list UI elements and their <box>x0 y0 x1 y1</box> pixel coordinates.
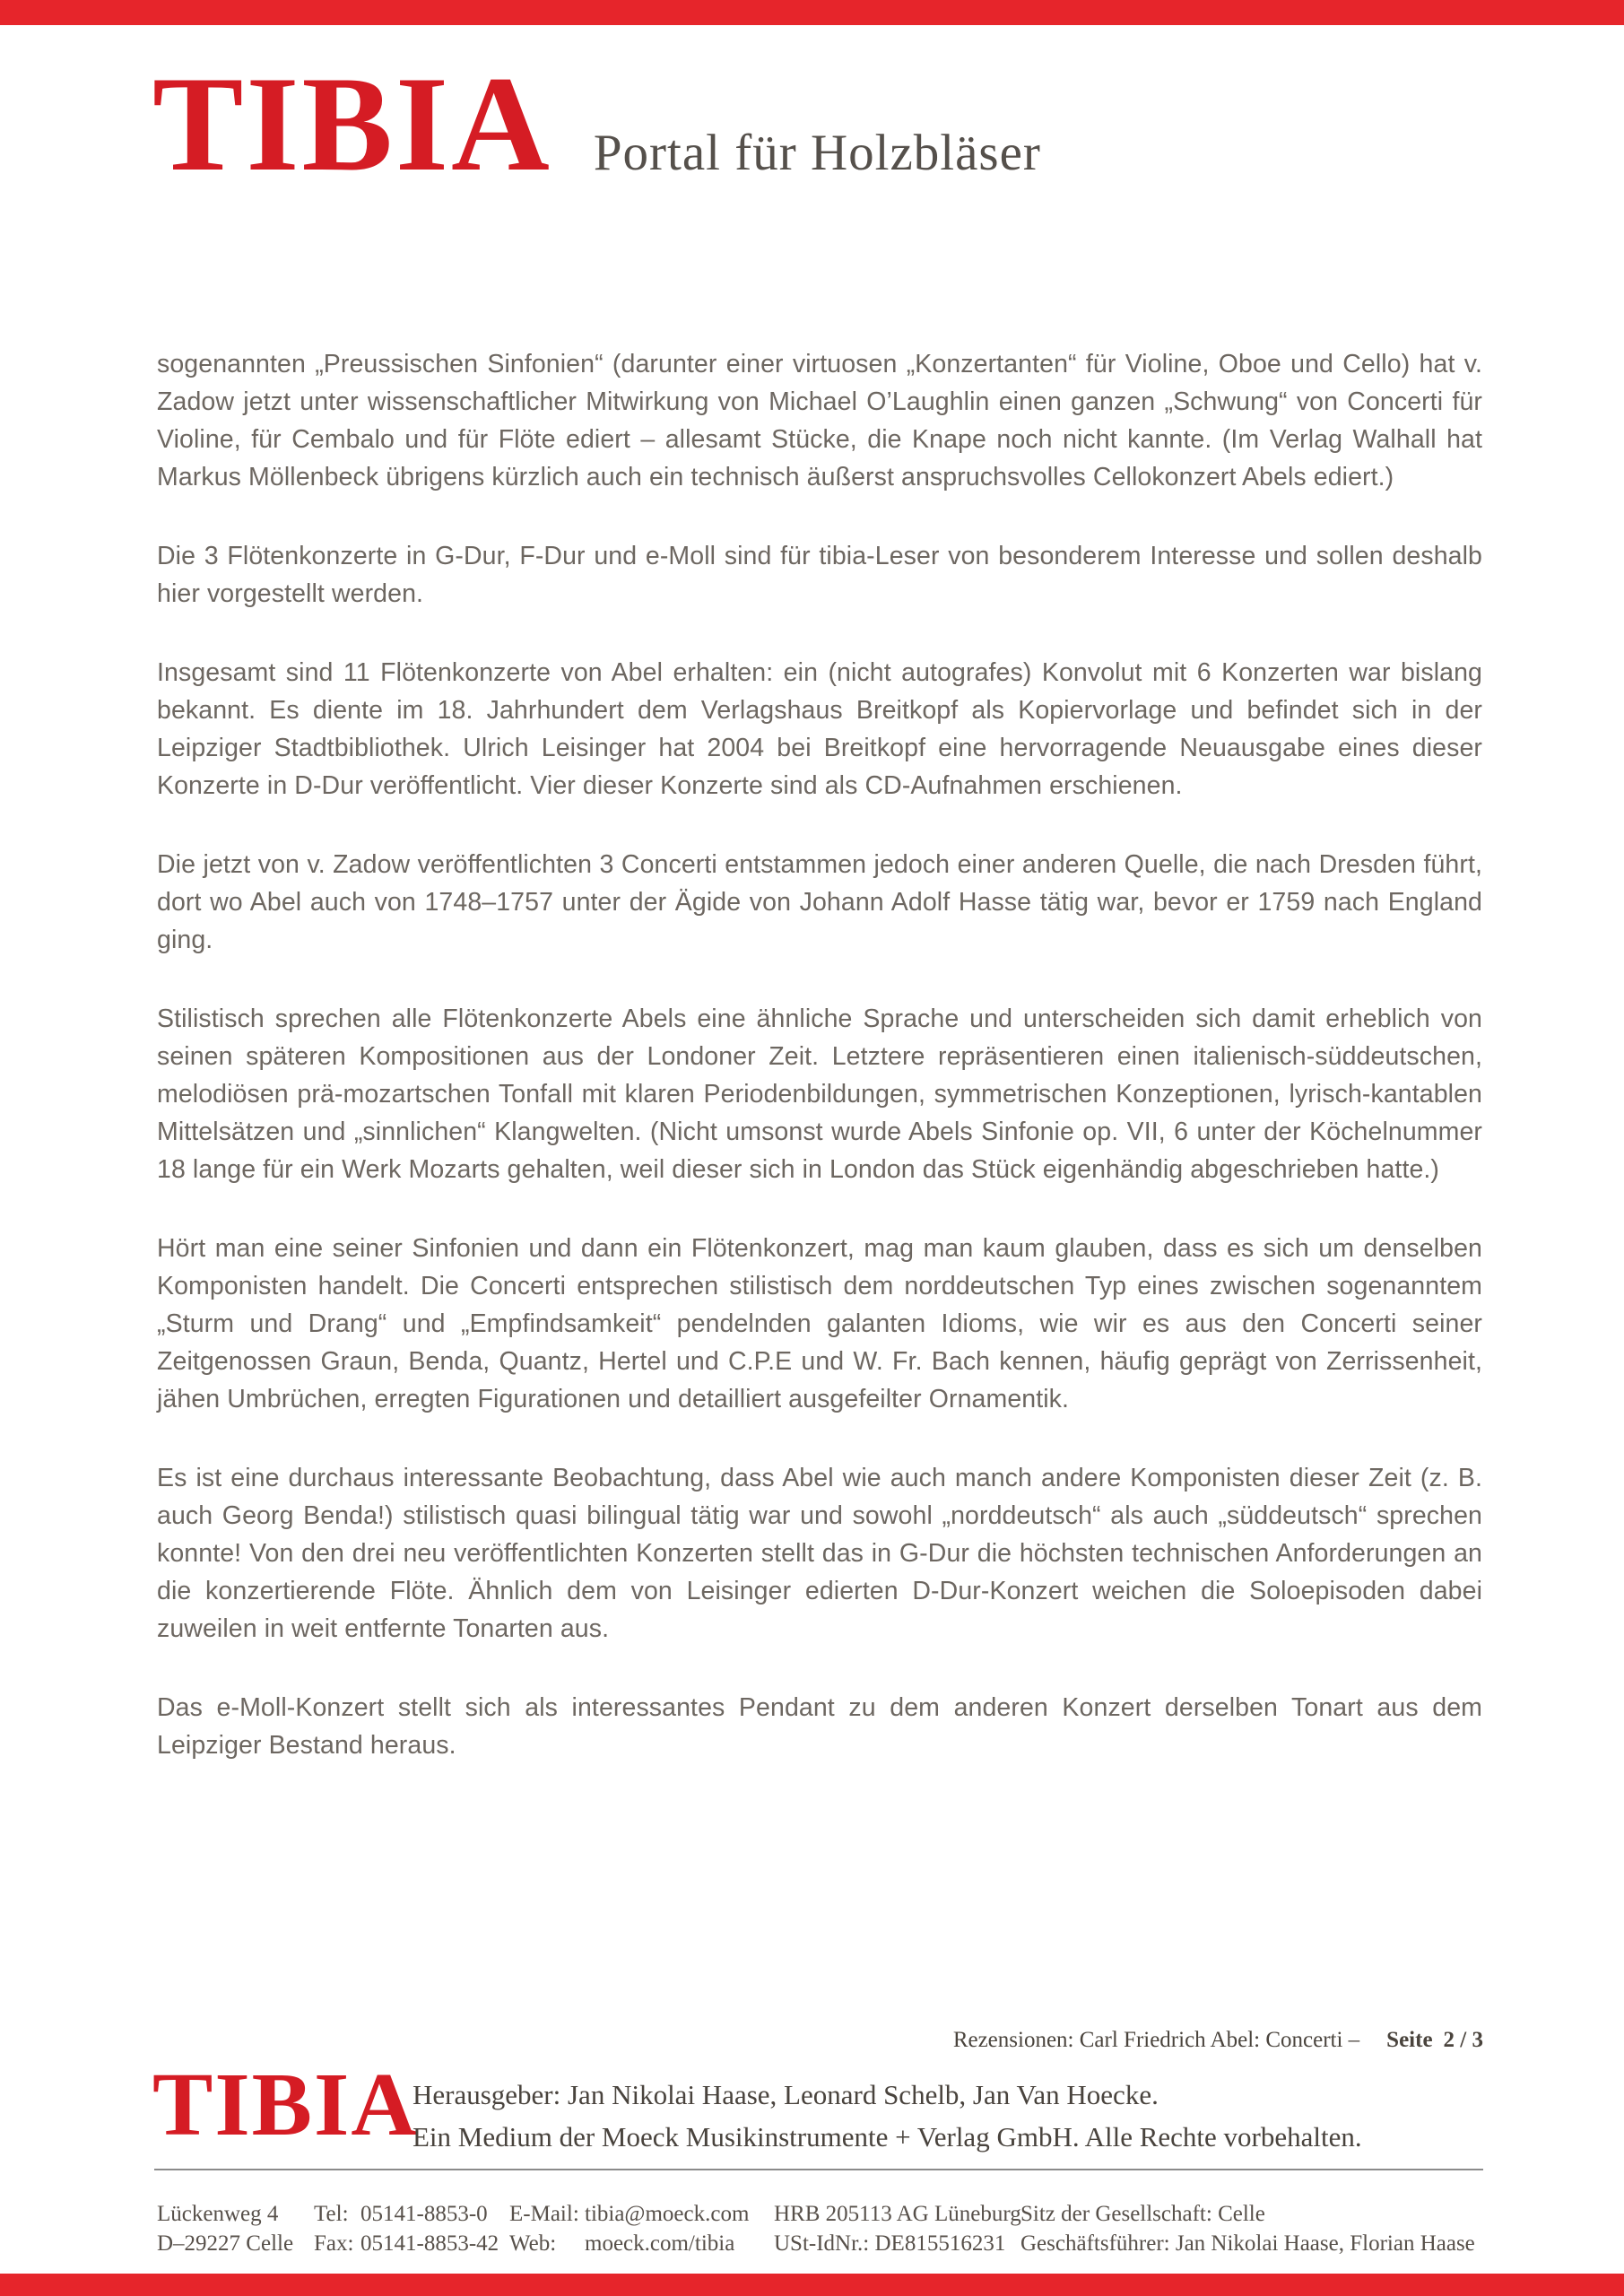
page-number: 2 / 3 <box>1443 2028 1483 2052</box>
review-title: Rezensionen: Carl Friedrich Abel: Concerti – <box>952 2028 1360 2052</box>
contact-company <box>1020 2199 1475 2258</box>
paragraph: Das e-Moll-Konzert stellt sich als interessantes Pendant zu dem anderen Konzert derselben Tonart aus dem Leipziger Bestand heraus. <box>157 1693 1482 1760</box>
email-address: tibia@moeck.com <box>585 2202 750 2226</box>
running-footer-title <box>953 2027 1483 2054</box>
footer-divider <box>154 2169 1483 2170</box>
contact-phone <box>314 2199 509 2258</box>
contact-address <box>157 2199 314 2258</box>
web-address: moeck.com/tibia <box>585 2231 735 2256</box>
web-label: Web: <box>509 2231 557 2256</box>
paragraph: Es ist eine durchaus interessante Beobachtung, dass Abel wie auch manch andere Komponisten dieser Zeit (z. B. auch Georg Benda!) stilistisch quasi bilingual tätig war und sowohl „norddeutsch“ als auch „süddeutsch“ sprechen konnte! Von den drei neu veröffentlichten Konzerten stellt das in G-Dur die höchsten technischen Anforderungen an die konzertierende Flöte. Ähnlich dem von Leisinger edierten D-Dur-Konzert weichen die Soloepisoden dabei zuweilen in weit entfernte Tonarten aus. <box>157 1464 1482 1643</box>
contact-footer <box>157 2199 1486 2258</box>
paragraph: Die jetzt von v. Zadow veröffentlichten 3 Concerti entstammen jedoch einer anderen Quelle, die nach Dresden führt, dort wo Abel auch von 1748–1757 unter der Ägide von Johann Adolf Hasse tätig war, bevor er 1759 nach England ging. <box>157 850 1482 954</box>
page-header <box>152 48 1041 199</box>
tel-label: Tel: <box>314 2202 349 2226</box>
page-label: Seite <box>1386 2028 1433 2052</box>
company-seat: Sitz der Gesellschaft: Celle <box>1020 2202 1265 2226</box>
email-label: E-Mail: <box>509 2202 579 2226</box>
contact-registry <box>774 2199 1020 2258</box>
paragraph: Stilistisch sprechen alle Flötenkonzerte Abels eine ähnliche Sprache und unterscheiden sich damit erheblich von seinen späteren Kompositionen aus der Londoner Zeit. Letztere repräsentieren einen italienisch-süddeutschen, melodiösen prä-mozartschen Tonfall mit klaren Periodenbildungen, symmetrischen Konzeptionen, lyrisch-kantablen Mittelsätzen und „sinnlichen“ Klangwelten. (Nicht umsonst wurde Abels Sinfonie op. VII, 6 unter der Köchelnummer 18 lange für ein Werk Mozarts gehalten, weil dieser sich in London das Stück eigenhändig abgeschrieben hatte.) <box>157 1004 1482 1184</box>
managing-directors: Geschäftsführer: Jan Nikolai Haase, Florian Haase <box>1020 2231 1475 2256</box>
logo-tagline: Portal für Holzbläser <box>593 125 1041 181</box>
publisher-line: Herausgeber: Jan Nikolai Haase, Leonard Schelb, Jan Van Hoecke. <box>413 2079 1159 2110</box>
tel-number: 05141-8853-0 <box>360 2202 488 2226</box>
fax-label: Fax: <box>314 2231 354 2256</box>
article-body <box>157 345 1482 1764</box>
paragraph: sogenannten „Preussischen Sinfonien“ (darunter einer virtuosen „Konzertanten“ für Violine, Oboe und Cello) hat v. Zadow jetzt unter wissenschaftlicher Mitwirkung von Michael O’Laughlin einen ganzen „Schwung“ von Concerti für Violine, für Cembalo und für Flöte ediert – allesamt Stücke, die Knape noch nicht kannte. (Im Verlag Walhall hat Markus Möllenbeck übrigens kürzlich auch ein technisch äußerst anspruchsvolles Cellokonzert Abels ediert.) <box>157 350 1482 491</box>
paragraph: Hört man eine seiner Sinfonien und dann ein Flötenkonzert, mag man kaum glauben, dass es sich um denselben Komponisten handelt. Die Concerti entsprechen stilistisch dem norddeutschen Typ eines zwischen sogenanntem „Sturm und Drang“ und „Empfindsamkeit“ pendelnden galanten Idioms, wie wir es aus den Concerti seiner Zeitgenossen Graun, Benda, Quantz, Hertel und C.P.E und W. Fr. Bach kennen, häufig geprägt von Zerrissenheit, jähen Umbrüchen, erregten Figurationen und detailliert ausgefeilter Ornamentik. <box>157 1234 1482 1413</box>
city: D–29227 Celle <box>157 2231 294 2256</box>
top-accent-bar <box>0 0 1624 25</box>
paragraph: Die 3 Flötenkonzerte in G-Dur, F-Dur und e-Moll sind für tibia-Leser von besonderem Interesse und sollen deshalb hier vorgestellt werden. <box>157 542 1482 608</box>
tibia-footer-logo: TIBIA <box>152 2054 419 2154</box>
registry-number: HRB 205113 AG Lüneburg <box>774 2202 1021 2226</box>
publisher-info <box>413 2074 1362 2158</box>
tibia-logo: TIBIA <box>152 48 552 199</box>
vat-id: USt-IdNr.: DE815516231 <box>774 2231 1006 2256</box>
contact-online <box>509 2199 774 2258</box>
street: Lückenweg 4 <box>157 2202 279 2226</box>
publisher-line: Ein Medium der Moeck Musikinstrumente + Verlag GmbH. Alle Rechte vorbehalten. <box>413 2121 1362 2152</box>
bottom-accent-bar <box>0 2274 1624 2296</box>
fax-number: 05141-8853-42 <box>360 2231 499 2256</box>
paragraph: Insgesamt sind 11 Flötenkonzerte von Abel erhalten: ein (nicht autografes) Konvolut mit 6 Konzerten war bislang bekannt. Es diente im 18. Jahrhundert dem Verlagshaus Breitkopf als Kopiervorlage und befindet sich in der Leipziger Stadtbibliothek. Ulrich Leisinger hat 2004 bei Breitkopf eine hervorragende Neuausgabe eines dieser Konzerte in D-Dur veröffentlicht. Vier dieser Konzerte sind als CD-Aufnahmen erschienen. <box>157 658 1482 800</box>
